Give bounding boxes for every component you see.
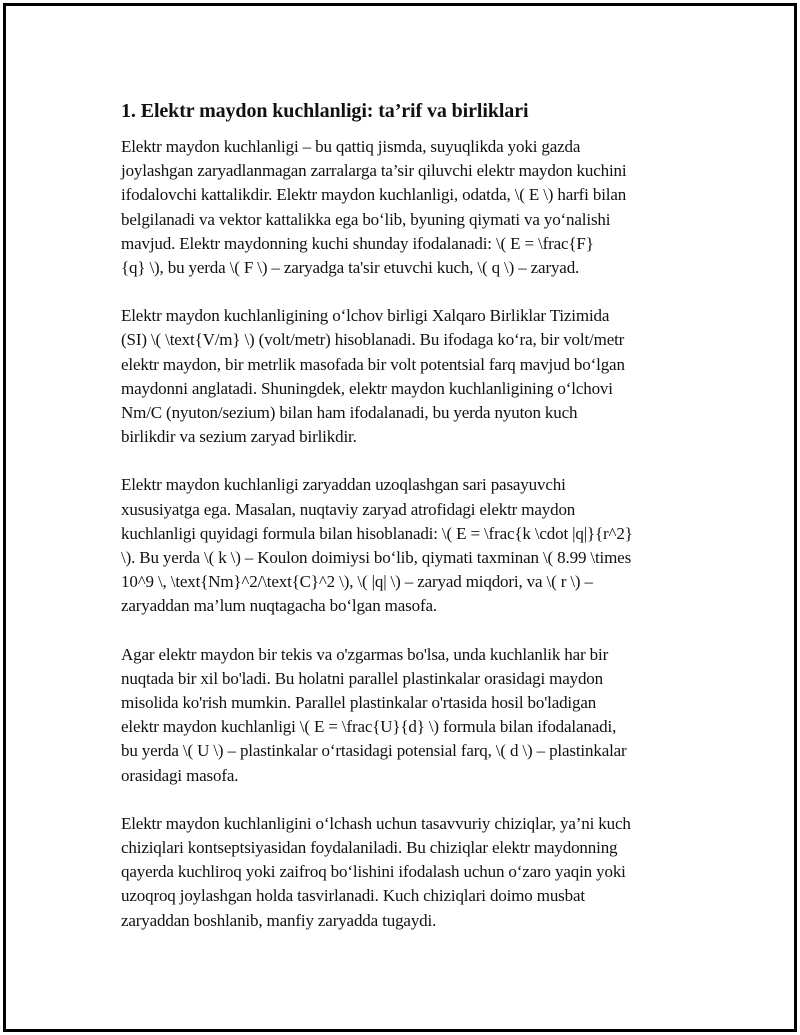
- text-line: Elektr maydon kuchlanligining o‘lchov birligi Xalqaro Birliklar Tizimida: [121, 306, 610, 326]
- text-line: maydonni anglatadi. Shuningdek, elektr maydon kuchlanligining o‘lchovi: [121, 378, 613, 398]
- text-line: Elektr maydon kuchlanligini o‘lchash uchun tasavvuriy chiziqlar, ya’ni kuch: [121, 813, 631, 833]
- text-line: ifodalovchi kattalikdir. Elektr maydon kuchlanligi, odatda, \( E \) harfi bilan: [121, 185, 627, 205]
- text-line: Elektr maydon kuchlanligi – bu qattiq jismda, suyuqlikda yoki gazda: [121, 137, 581, 156]
- text-line: elektr maydon, bir metrlik masofada bir volt potentsial farq mavjud bo‘lgan: [121, 354, 625, 374]
- text-line: birlikdir va sezium zaryad birlikdir.: [121, 427, 357, 447]
- page-frame: [3, 3, 797, 1032]
- text-line: nuqtada bir xil bo'ladi. Bu holatni parallel plastinkalar orasidagi maydon: [121, 668, 604, 688]
- paragraph-units: [121, 304, 693, 449]
- text-line: joylashgan zaryadlanmagan zarralarga ta’sir qiluvchi elektr maydon kuchini: [121, 161, 627, 181]
- text-line: Elektr maydon kuchlanligi zaryaddan uzoqlashgan sari pasayuvchi: [121, 475, 566, 495]
- section-heading: 1. Elektr maydon kuchlanligi: ta’rif va birliklari: [121, 100, 529, 122]
- text-line: qayerda kuchliroq yoki zaifroq bo‘lishini ifodalash uchun o‘zaro yaqin yoki: [121, 862, 626, 882]
- text-line: orasidagi masofa.: [121, 765, 239, 785]
- text-line: Agar elektr maydon bir tekis va o'zgarmas bo'lsa, unda kuchlanlik har bir: [121, 644, 609, 664]
- text-line: zaryaddan ma’lum nuqtagacha bo‘lgan masofa.: [121, 596, 437, 616]
- paragraph-field-lines: [121, 812, 693, 933]
- text-line: belgilanadi va vektor kattalikka ega bo‘lib, byuning qiymati va yo‘nalishi: [121, 209, 611, 229]
- text-line: uzoqroq joylashgan holda tasvirlanadi. Kuch chiziqlari doimo musbat: [121, 886, 585, 906]
- document-body: [121, 98, 693, 933]
- text-line: kuchlanligi quyidagi formula bilan hisoblanadi: \( E = \frac{k \cdot |q|}{r^2}: [121, 523, 633, 543]
- text-line: {q} \), bu yerda \( F \) – zaryadga ta'sir etuvchi kuch, \( q \) – zaryad.: [121, 258, 580, 278]
- paragraph-uniform-field: [121, 643, 693, 788]
- text-line: chiziqlari kontseptsiyasidan foydalaniladi. Bu chiziqlar elektr maydonning: [121, 838, 618, 858]
- text-line: (SI) \( \text{V/m} \) (volt/metr) hisoblanadi. Bu ifodaga ko‘ra, bir volt/metr: [121, 330, 625, 350]
- text-line: xususiyatga ega. Masalan, nuqtaviy zaryad atrofidagi elektr maydon: [121, 499, 576, 519]
- text-line: misolida ko'rish mumkin. Parallel plastinkalar o'rtasida hosil bo'ladigan: [121, 693, 597, 713]
- paragraph-point-charge: [121, 473, 693, 618]
- paragraph-definition: [121, 135, 693, 280]
- text-line: 10^9 \, \text{Nm}^2/\text{C}^2 \), \( |q| \) – zaryad miqdori, va \( r \) –: [121, 572, 593, 592]
- text-line: mavjud. Elektr maydonning kuchi shunday ifodalanadi: \( E = \frac{F}: [121, 233, 594, 253]
- text-line: elektr maydon kuchlanligi \( E = \frac{U}{d} \) formula bilan ifodalanadi,: [121, 717, 617, 737]
- text-line: \). Bu yerda \( k \) – Koulon doimiysi bo‘lib, qiymati taxminan \( 8.99 \times: [121, 548, 632, 568]
- text-line: zaryaddan boshlanib, manfiy zaryadda tugaydi.: [121, 910, 437, 930]
- text-line: Nm/C (nyuton/sezium) bilan ham ifodalanadi, bu yerda nyuton kuch: [121, 403, 578, 423]
- text-line: bu yerda \( U \) – plastinkalar o‘rtasidagi potensial farq, \( d \) – plastinkalar: [121, 741, 627, 761]
